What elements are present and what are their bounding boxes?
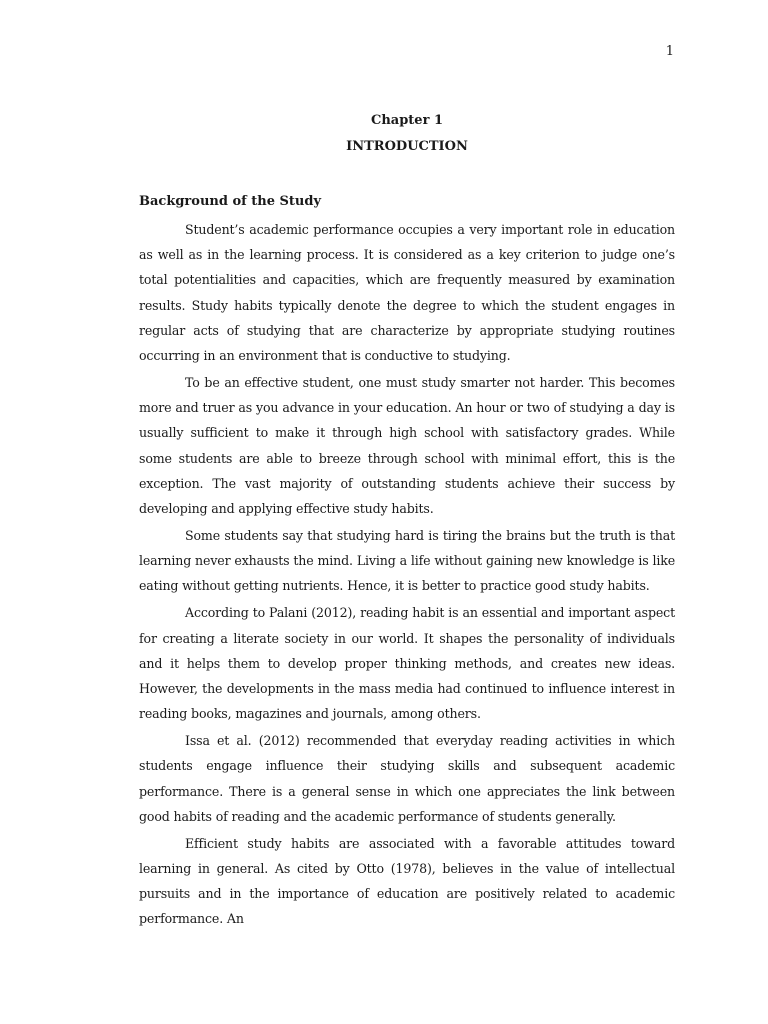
- chapter-title: Chapter 1: [370, 113, 443, 128]
- body-paragraph: Efficient study habits are associated with a favorable attitudes toward learning in general. As cited by Otto (1978), believes in the value of intellectual pursuits and in the importance of education are positively related to academic performance. An: [139, 835, 675, 927]
- body-paragraph: Issa et al. (2012) recommended that everyday reading activities in which students engage influence their studying skills and subsequent academic performance. There is a general sense in which one appreciates the link between good habits of reading and the academic performance of students generally.: [139, 733, 675, 824]
- document-body: [139, 193, 675, 932]
- page-number: 1: [665, 44, 674, 59]
- section-heading: Background of the Study: [139, 194, 321, 209]
- body-paragraph: Student’s academic performance occupies a very important role in education as well as in the learning process. It is considered as a key criterion to judge one’s total potentialities and capacities, which are frequently measured by examination results. Study habits typically denote the degree to which the student engages in regular acts of studying that are characterize by appropriate studying routines occurring in an environment that is conductive to studying.: [139, 222, 675, 364]
- body-paragraph: To be an effective student, one must study smarter not harder. This becomes more and truer as you advance in your education. An hour or two of studying a day is usually sufficient to make it through high school with satisfactory grades. While some students are able to breeze through school with minimal effort, this is the exception. The vast majority of outstanding students achieve their success by developing and applying effective study habits.: [139, 375, 675, 517]
- body-paragraph: According to Palani (2012), reading habit is an essential and important aspect for creating a literate society in our world. It shapes the personality of individuals and it helps them to develop proper thinking methods, and creates new ideas. However, the developments in the mass media had continued to influence interest in reading books, magazines and journals, among others.: [139, 605, 675, 722]
- chapter-subtitle: INTRODUCTION: [346, 139, 468, 154]
- body-paragraph: Some students say that studying hard is tiring the brains but the truth is that learning never exhausts the mind. Living a life without gaining new knowledge is like eating without getting nutrients. Hence, it is better to practice good study habits.: [139, 528, 675, 594]
